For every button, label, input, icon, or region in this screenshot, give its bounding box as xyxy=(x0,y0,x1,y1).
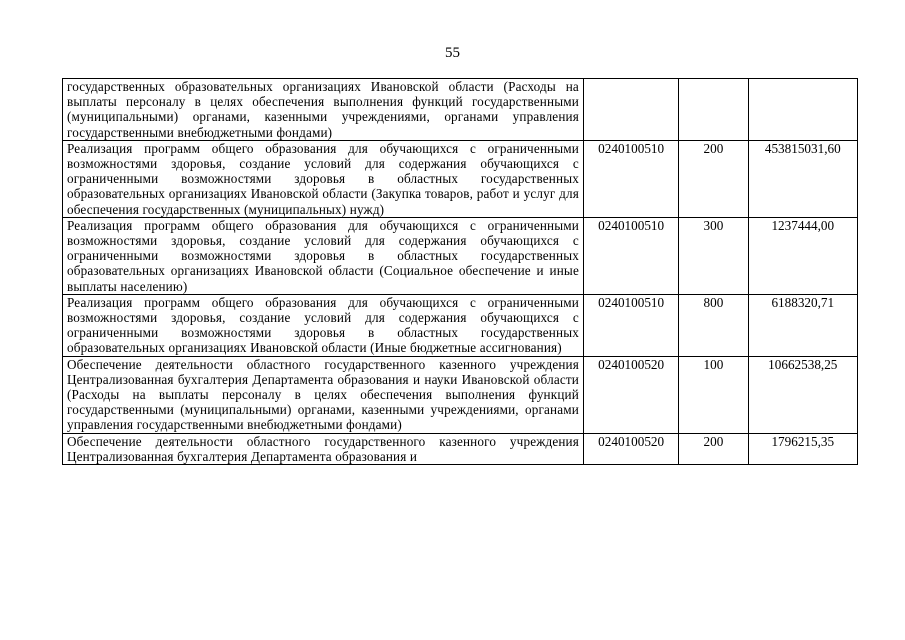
row-description: Реализация программ общего образования для обучающихся с ограниченными возможностями здоровья, создание условий для содержания обучающихся с ограниченными возможностями здоровья в областных государственных образовательных организациях Ивановской области (Иные бюджетные ассигнования) xyxy=(63,294,584,356)
row-expense-type: 300 xyxy=(679,217,748,294)
table-row xyxy=(63,433,858,464)
row-expense-type: 200 xyxy=(679,140,748,217)
budget-table xyxy=(62,78,858,465)
row-amount: 1237444,00 xyxy=(748,217,857,294)
row-description: Реализация программ общего образования для обучающихся с ограниченными возможностями здоровья, создание условий для содержания обучающихся с ограниченными возможностями здоровья в областных государственных образовательных организациях Ивановской области (Социальное обеспечение и иные выплаты населению) xyxy=(63,217,584,294)
row-expense-type: 200 xyxy=(679,433,748,464)
table-row xyxy=(63,356,858,433)
row-amount: 6188320,71 xyxy=(748,294,857,356)
row-description: Обеспечение деятельности областного государственного казенного учреждения Централизованная бухгалтерия Департамента образования и xyxy=(67,433,579,464)
row-description: государственных образовательных организациях Ивановской области (Расходы на выплаты персоналу в целях обеспечения выполнения функций государственными (муниципальными) органами, казенными учреждениями, органами управления государственными внебюджетными фондами) xyxy=(63,79,584,141)
row-target-code: 0240100510 xyxy=(583,217,678,294)
row-target-code: 0240100510 xyxy=(583,140,678,217)
row-target-code: 0240100520 xyxy=(583,433,678,464)
row-description: Реализация программ общего образования для обучающихся с ограниченными возможностями здоровья, создание условий для содержания обучающихся с ограниченными возможностями здоровья в областных государственных образовательных организациях Ивановской области (Закупка товаров, работ и услуг для обеспечения государственных (муниципальных) нужд) xyxy=(63,140,584,217)
row-amount: 1796215,35 xyxy=(748,433,857,464)
table-row xyxy=(63,294,858,356)
table-row xyxy=(63,217,858,294)
row-amount xyxy=(748,79,857,141)
row-target-code: 0240100520 xyxy=(583,356,678,433)
row-amount: 10662538,25 xyxy=(748,356,857,433)
row-target-code xyxy=(583,79,678,141)
row-description-cell xyxy=(63,433,584,464)
page-number: 55 xyxy=(445,45,460,61)
table-row xyxy=(63,79,858,141)
row-description: Обеспечение деятельности областного государственного казенного учреждения Централизованная бухгалтерия Департамента образования и науки Ивановской области (Расходы на выплаты персоналу в целях обеспечения выполнения функций государственными (муниципальными) органами, казенными учреждениями, органами управления государственными внебюджетными фондами) xyxy=(63,356,584,433)
row-amount: 453815031,60 xyxy=(748,140,857,217)
row-expense-type xyxy=(679,79,748,141)
table-row xyxy=(63,140,858,217)
row-target-code: 0240100510 xyxy=(583,294,678,356)
row-expense-type: 100 xyxy=(679,356,748,433)
row-expense-type: 800 xyxy=(679,294,748,356)
